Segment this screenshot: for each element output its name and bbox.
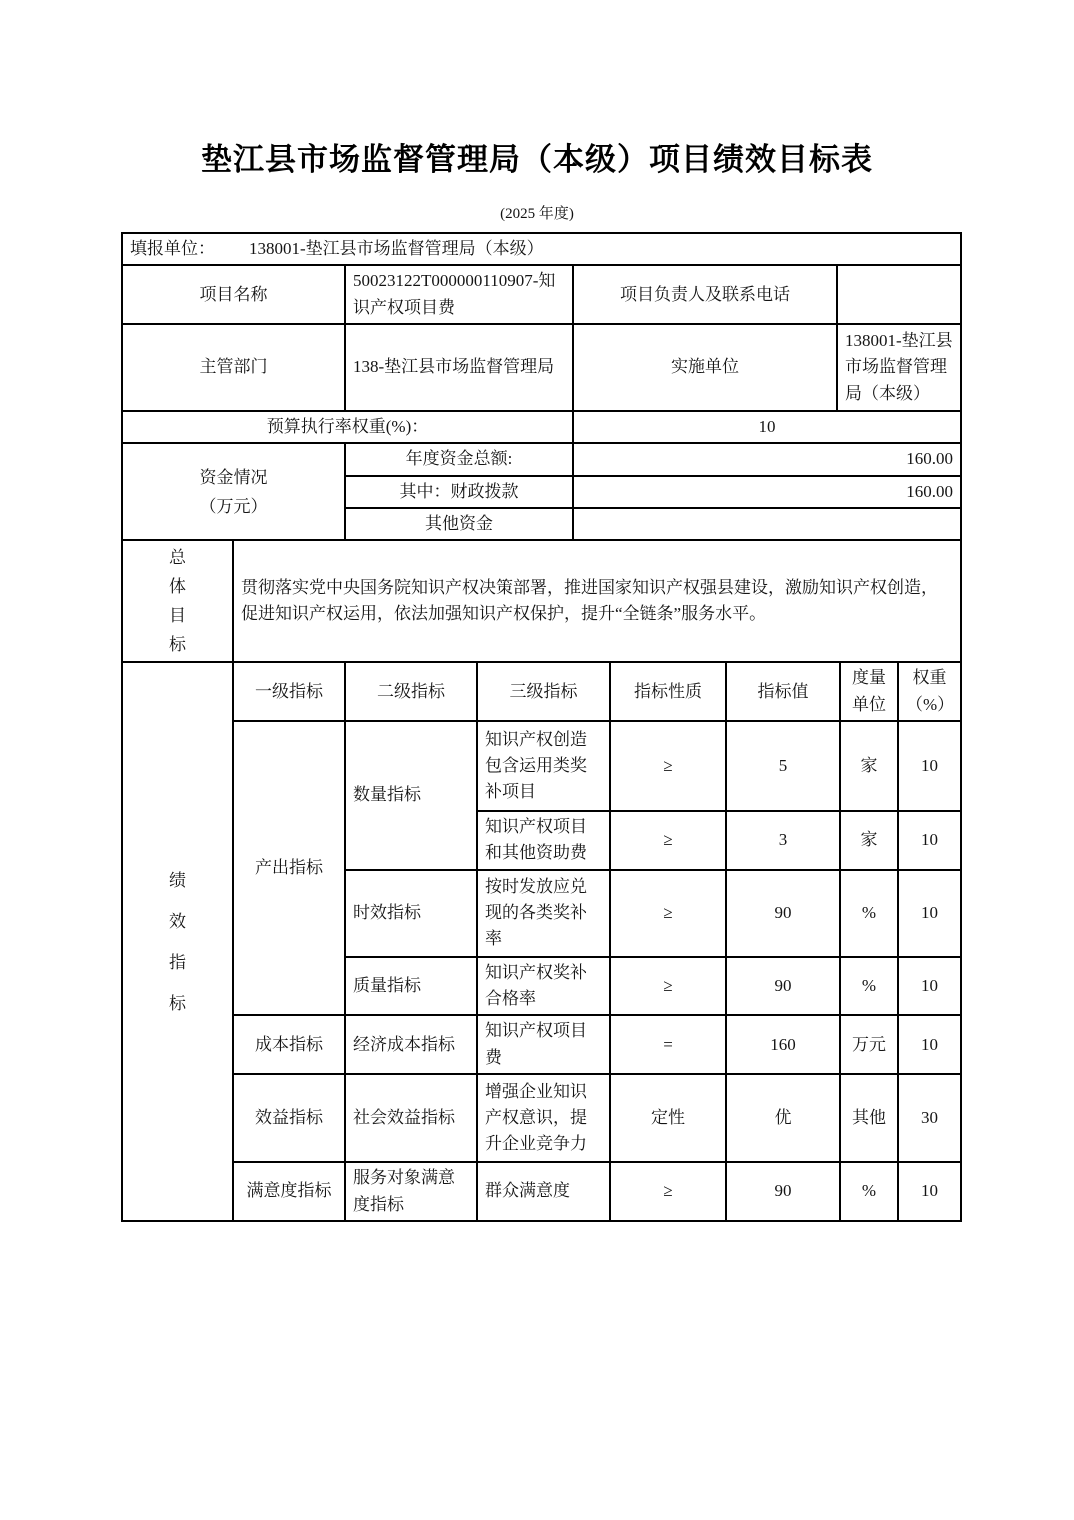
page-subtitle: (2025 年度) [500, 206, 574, 222]
indicator-value: 5 [726, 721, 840, 811]
overall-goal-label [122, 540, 233, 662]
indicators-header-row [122, 662, 961, 721]
level2-economic-cost: 经济成本指标 [345, 1015, 477, 1074]
level3-text: 知识产权创造包含运用类奖补项目 [477, 721, 610, 811]
funds-other-label: 其他资金 [345, 508, 573, 540]
indicator-unit: % [840, 957, 898, 1016]
indicator-nature: ≥ [610, 721, 726, 811]
reporting-unit-row [122, 233, 961, 265]
indicator-unit: 其他 [840, 1074, 898, 1162]
budget-rate-row [122, 411, 961, 443]
overall-goal-char-1: 总 [169, 548, 186, 568]
funds-label-line2: （万元） [199, 496, 268, 516]
level2-social-benefit: 社会效益指标 [345, 1074, 477, 1162]
indicator-nature: ≥ [610, 811, 726, 870]
level3-text: 群众满意度 [477, 1162, 610, 1221]
project-name-value: 50023122T000000110907-知识产权项目费 [345, 265, 573, 324]
level3-text: 增强企业知识产权意识，提升企业竞争力 [477, 1074, 610, 1162]
indicator-row [122, 1074, 961, 1162]
department-label: 主管部门 [122, 324, 345, 411]
level3-text: 知识产权奖补合格率 [477, 957, 610, 1016]
indicator-weight: 10 [898, 1162, 961, 1221]
indicator-weight: 10 [898, 721, 961, 811]
indicators-char-4: 标 [169, 993, 186, 1013]
indicator-nature: ≥ [610, 1162, 726, 1221]
indicators-table [121, 661, 962, 1221]
funds-section-label [122, 443, 345, 540]
indicator-weight: 30 [898, 1074, 961, 1162]
indicator-nature: = [610, 1015, 726, 1074]
level3-text: 知识产权项目费 [477, 1015, 610, 1074]
level1-cost: 成本指标 [233, 1015, 345, 1074]
indicator-row [122, 1162, 961, 1221]
funds-fiscal-value: 160.00 [573, 476, 961, 508]
budget-rate-value: 10 [573, 411, 961, 443]
overall-goal-char-4: 标 [169, 635, 186, 655]
indicator-unit: 家 [840, 811, 898, 870]
indicator-weight: 10 [898, 870, 961, 957]
indicator-nature: 定性 [610, 1074, 726, 1162]
funds-total-row [122, 443, 961, 475]
project-name-label: 项目名称 [122, 265, 345, 324]
implementing-unit-label: 实施单位 [573, 324, 837, 411]
project-info-table [121, 232, 962, 541]
indicator-row [122, 1015, 961, 1074]
indicator-unit: 万元 [840, 1015, 898, 1074]
overall-goal-table [121, 539, 962, 663]
header-level3: 三级指标 [477, 662, 610, 721]
level2-quality: 质量指标 [345, 957, 477, 1016]
indicator-value: 优 [726, 1074, 840, 1162]
level1-benefit: 效益指标 [233, 1074, 345, 1162]
indicators-char-1: 绩 [169, 870, 186, 890]
funds-other-value [573, 508, 961, 540]
level1-satisfaction: 满意度指标 [233, 1162, 345, 1221]
overall-goal-char-3: 目 [169, 606, 186, 626]
overall-goal-row [122, 540, 961, 662]
level1-output: 产出指标 [233, 721, 345, 1015]
header-unit: 度量单位 [840, 662, 898, 721]
indicator-value: 160 [726, 1015, 840, 1074]
level3-text: 按时发放应兑现的各类奖补率 [477, 870, 610, 957]
level2-timeliness: 时效指标 [345, 870, 477, 957]
funds-total-value: 160.00 [573, 443, 961, 475]
indicator-unit: % [840, 870, 898, 957]
project-leader-value [837, 265, 961, 324]
indicator-unit: % [840, 1162, 898, 1221]
header-nature: 指标性质 [610, 662, 726, 721]
header-weight: 权重（%） [898, 662, 961, 721]
indicator-value: 90 [726, 957, 840, 1016]
department-row [122, 324, 961, 411]
page-title: 垫江县市场监督管理局（本级）项目绩效目标表 [201, 142, 873, 177]
implementing-unit-value: 138001-垫江县市场监督管理局（本级） [837, 324, 961, 411]
indicator-value: 3 [726, 811, 840, 870]
reporting-unit-label: 填报单位： [130, 239, 215, 258]
level2-service-satisfaction: 服务对象满意度指标 [345, 1162, 477, 1221]
overall-goal-text: 贯彻落实党中央国务院知识产权决策部署，推进国家知识产权强县建设，激励知识产权创造，促进知识产权运用，依法加强知识产权保护，提升“全链条”服务水平。 [233, 540, 961, 662]
indicators-char-2: 效 [169, 911, 186, 931]
level3-text: 知识产权项目和其他资助费 [477, 811, 610, 870]
level2-quantity: 数量指标 [345, 721, 477, 870]
reporting-unit-cell [122, 233, 961, 265]
funds-label-line1: 资金情况 [199, 467, 268, 487]
header-value: 指标值 [726, 662, 840, 721]
indicator-weight: 10 [898, 811, 961, 870]
indicator-weight: 10 [898, 1015, 961, 1074]
reporting-unit-value: 138001-垫江县市场监督管理局（本级） [249, 239, 544, 258]
indicator-nature: ≥ [610, 957, 726, 1016]
project-name-row [122, 265, 961, 324]
department-value: 138-垫江县市场监督管理局 [345, 324, 573, 411]
header-level1: 一级指标 [233, 662, 345, 721]
indicator-unit: 家 [840, 721, 898, 811]
indicator-value: 90 [726, 1162, 840, 1221]
indicator-row [122, 721, 961, 811]
indicators-char-3: 指 [169, 952, 186, 972]
overall-goal-char-2: 体 [169, 577, 186, 597]
project-leader-label: 项目负责人及联系电话 [573, 265, 837, 324]
header-level2: 二级指标 [345, 662, 477, 721]
indicator-value: 90 [726, 870, 840, 957]
budget-rate-label: 预算执行率权重(%)： [122, 411, 573, 443]
indicator-weight: 10 [898, 957, 961, 1016]
indicators-section-label [122, 662, 233, 1220]
funds-total-label: 年度资金总额: [345, 443, 573, 475]
indicator-nature: ≥ [610, 870, 726, 957]
funds-fiscal-label: 其中：财政拨款 [345, 476, 573, 508]
